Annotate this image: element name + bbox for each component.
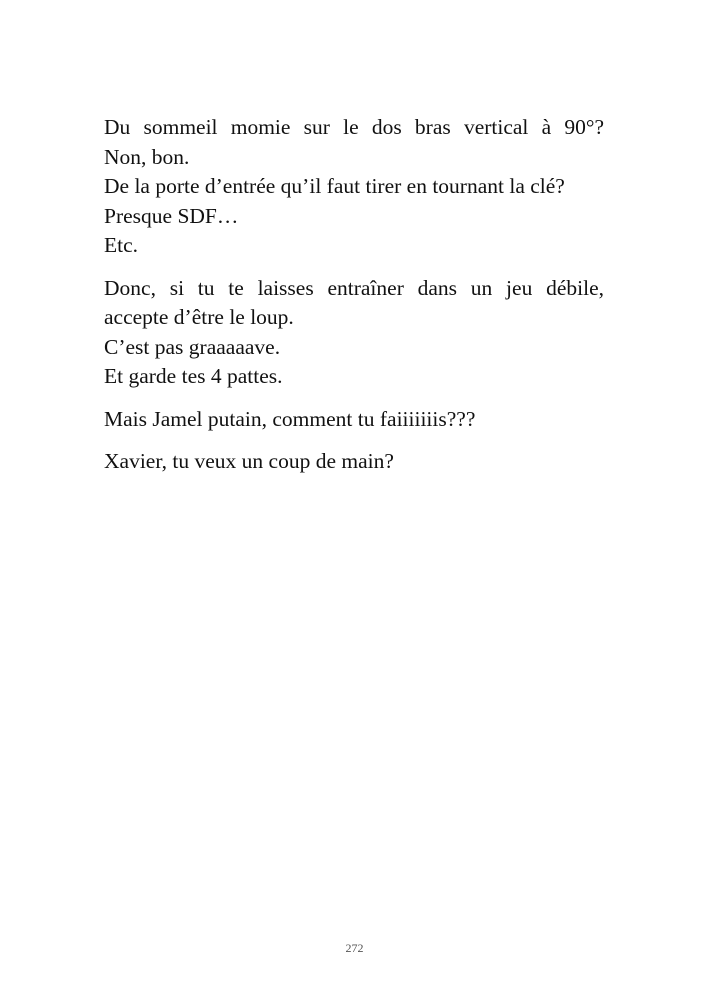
text-line: Et garde tes 4 pattes.: [104, 364, 283, 388]
paragraph: [104, 447, 604, 477]
text-line: De la porte d’entrée qu’il faut tirer en tournant la clé?: [104, 174, 565, 198]
text-line: accepte d’être le loup.: [104, 305, 294, 329]
text-line: Donc, si tu te laisses entraîner dans un jeu débile,: [104, 275, 604, 300]
paragraph: [104, 405, 604, 435]
page-number: 272: [345, 941, 364, 955]
text-line: C’est pas graaaaave.: [104, 334, 281, 359]
text-line: Xavier, tu veux un coup de main?: [104, 449, 394, 473]
text-line: Presque SDF…: [104, 203, 239, 228]
text-line: Etc.: [104, 233, 139, 257]
text-line: Mais Jamel putain, comment tu faiiiiiiis???: [104, 406, 476, 431]
page-body: [104, 113, 604, 490]
text-line: Non, bon.: [104, 144, 190, 169]
paragraph: [104, 113, 604, 261]
paragraph: [104, 274, 604, 392]
text-line: Du sommeil momie sur le dos bras vertical à 90°?: [104, 115, 604, 139]
